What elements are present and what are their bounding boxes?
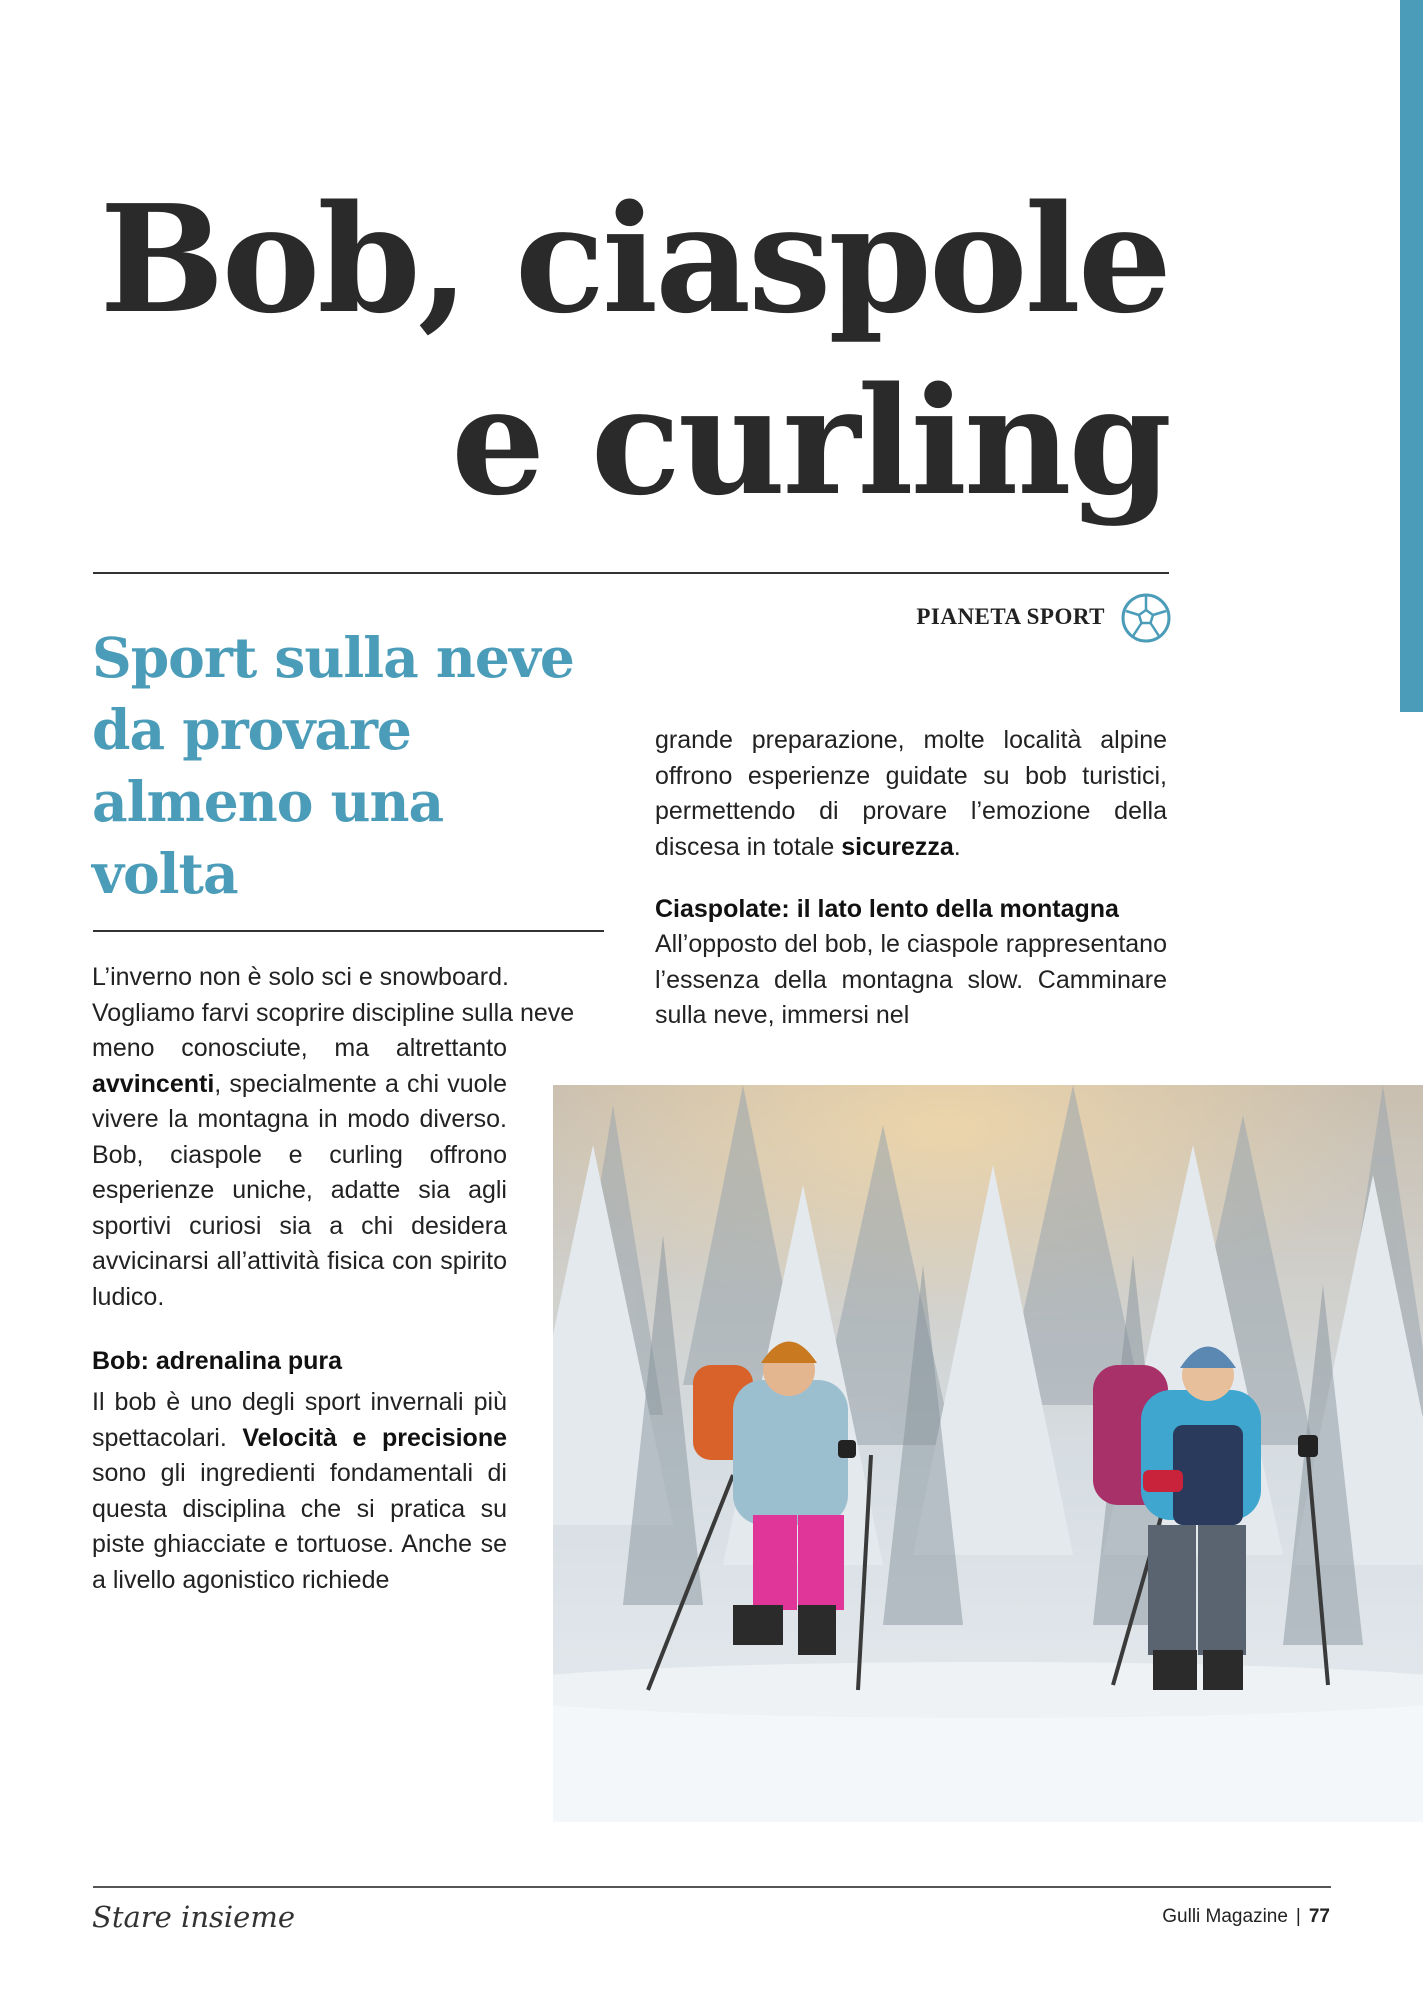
footer-page-info — [1162, 1906, 1330, 1928]
title-line-2: e curling — [451, 354, 1169, 528]
footer-section-name: Stare insieme — [92, 1900, 295, 1934]
subtitle-line-4: volta — [92, 841, 238, 906]
ciaspole-heading: Ciaspolate: il lato lento della montagna — [655, 895, 1119, 923]
ciaspole-text: All’opposto del bob, le ciaspole rappresentano l’essenza della montagna slow. Camminare sulla neve, immersi nel — [655, 930, 1167, 1029]
right-bold-a: sicurezza — [841, 832, 954, 861]
subtitle-line-1: Sport sulla neve — [92, 625, 574, 690]
section-label: PIANETA SPORT — [916, 604, 1105, 629]
soccer-ball-icon — [1120, 592, 1172, 644]
top-divider — [93, 572, 1169, 574]
ciaspole-paragraph — [655, 927, 1167, 1034]
side-accent-tab — [1400, 0, 1423, 712]
magazine-name: Gulli Magazine — [1162, 1906, 1288, 1927]
intro-line-2-text: Vogliamo farvi scoprire discipline sulla neve — [92, 998, 575, 1027]
intro-text-b: , specialmente a chi vuole vivere la montagna in modo diverso. Bob, ciaspole e curling offrono esperienze uniche, adatte sia agli sportivi curiosi sia a chi desidera avvicinarsi all’attività fisica con spirito ludico. — [92, 1069, 507, 1311]
footer-separator: | — [1295, 1906, 1301, 1927]
right-paragraph — [655, 723, 1167, 865]
bob-paragraph — [92, 1385, 507, 1598]
bob-text-b: sono gli ingredienti fondamentali di questa disciplina che si pratica su piste ghiacciate e tortuose. Anche se a livello agonistico richiede — [92, 1459, 507, 1594]
subtitle-line-3: almeno una — [92, 769, 444, 834]
bob-heading: Bob: adrenalina pura — [92, 1347, 343, 1375]
subtitle-divider — [93, 930, 604, 932]
intro-line-2 — [92, 996, 604, 1032]
right-column — [655, 723, 1167, 1034]
title-line-1: Bob, ciaspole — [99, 172, 1169, 346]
right-text-a: grande preparazione, molte località alpine offrono esperienze guidate su bob turistici, permettendo di provare l’emozione della discesa in totale — [655, 726, 1167, 861]
bob-bold-a: Velocità e precisione — [242, 1423, 508, 1452]
left-column — [92, 960, 604, 1598]
bob-text-a: Il bob è uno degli sport invernali più spettacolari. — [92, 1388, 507, 1452]
article-subtitle — [92, 622, 612, 910]
snowshoe-hikers-photo — [553, 1085, 1423, 1822]
photo-illustration — [553, 1085, 1423, 1822]
intro-text-a: meno conosciute, ma altrettanto — [92, 1034, 507, 1062]
right-text-b: . — [953, 832, 961, 861]
page-title — [100, 168, 1169, 532]
intro-bold-a: avvincenti — [92, 1069, 215, 1098]
intro-line-1-text: L’inverno non è solo sci e snowboard. — [92, 963, 509, 991]
page-number: 77 — [1308, 1906, 1330, 1927]
intro-line-1 — [92, 960, 604, 996]
intro-paragraph — [92, 1031, 507, 1315]
footer-divider — [93, 1886, 1331, 1888]
subtitle-line-2: da provare — [92, 697, 411, 762]
